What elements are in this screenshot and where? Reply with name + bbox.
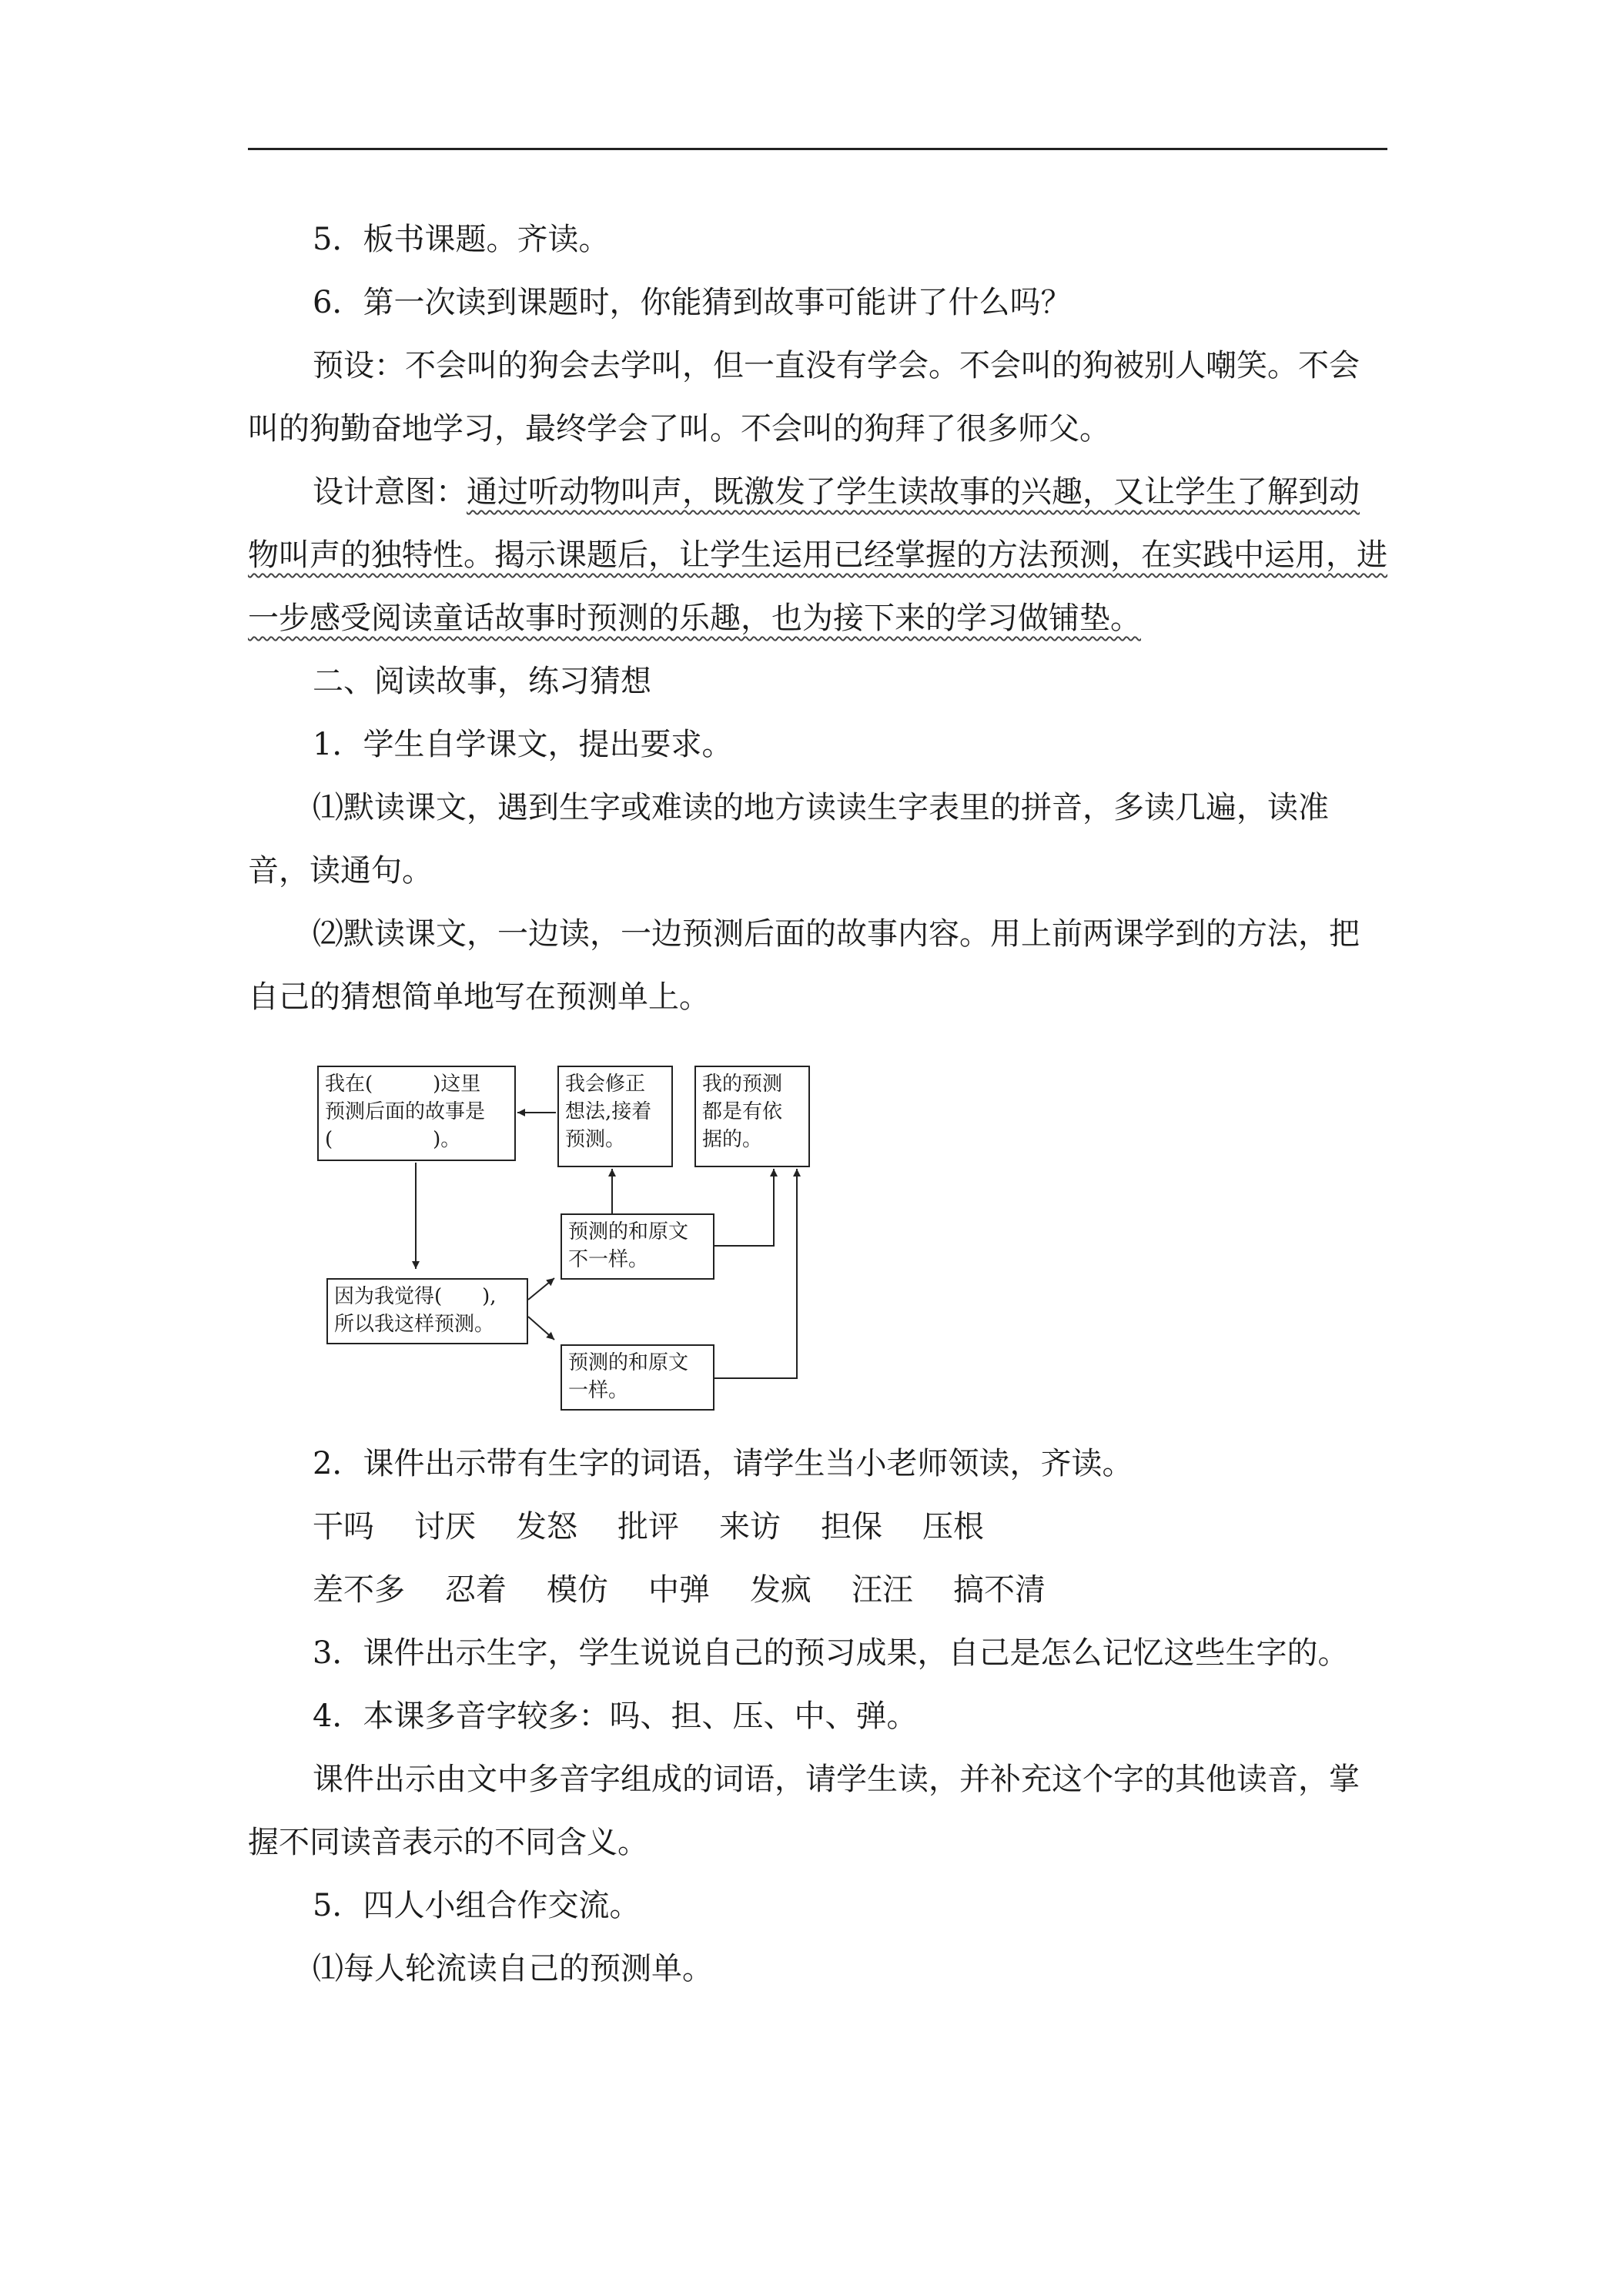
vocab-word: 批评: [617, 1509, 679, 1545]
vocab-word: 搞不清: [953, 1572, 1046, 1608]
paragraph-courseware-words: 2．课件出示带有生字的词语，请学生当小老师领读，齐读。: [313, 1446, 1133, 1481]
box-prediction-basis: 我的预测 都是有依 据的。: [694, 1066, 810, 1167]
vocab-word: 压根: [922, 1509, 984, 1545]
box-reason: 因为我觉得( ), 所以我这样预测。: [326, 1278, 528, 1344]
vocab-word: 忍着: [445, 1572, 507, 1608]
paragraph-first-reading: 6．第一次读到课题时，你能猜到故事可能讲了什么吗？: [313, 285, 1072, 320]
paragraph-silent-reading-1: ⑴默读课文，遇到生字或难读的地方读读生字表里的拼音，多读几遍，读准音，读通句。: [248, 790, 1329, 889]
paragraph-group-exchange: 5．四人小组合作交流。: [313, 1888, 641, 1923]
design-intent-body: 通过听动物叫声，既激发了学生读故事的兴趣，又让学生了解到动物叫声的独特性。揭示课题后，让学生运用已经掌握的方法预测，在实践中运用，进一步感受阅读童话故事时预测的乐趣，也为接下来的学习做铺垫。: [248, 474, 1387, 636]
vocab-word: 模仿: [547, 1572, 608, 1608]
vocab-word: 发疯: [750, 1572, 812, 1608]
vocab-word: 讨厌: [414, 1509, 476, 1545]
vocab-word: 来访: [719, 1509, 781, 1545]
paragraph-new-characters: 3．课件出示生字，学生说说自己的预习成果，自己是怎么记忆这些生字的。: [313, 1635, 1349, 1671]
vocab-word: 担保: [821, 1509, 882, 1545]
vocab-word: 中弹: [648, 1572, 710, 1608]
vocabulary-row-2: [313, 1558, 1086, 1622]
box-predict-here: 我在( )这里 预测后面的故事是 ( )。: [317, 1066, 516, 1161]
vocab-word: 干吗: [313, 1509, 374, 1545]
vocabulary-row-1: [313, 1495, 1024, 1558]
paragraph-silent-reading-2: ⑵默读课文，一边读，一边预测后面的故事内容。用上前两课学到的方法，把自己的猜想简单地写在预测单上。: [248, 916, 1360, 1015]
box-revise-idea: 我会修正 想法,接着 预测。: [557, 1066, 673, 1167]
box-different-from-original: 预测的和原文 不一样。: [561, 1213, 714, 1280]
vocab-word: 汪汪: [852, 1572, 913, 1608]
arrow-reason-to-same: [528, 1317, 554, 1340]
arrow-different-to-basis: [714, 1169, 774, 1246]
header-rule: [248, 148, 1387, 150]
paragraph-design-intent: [248, 460, 1387, 650]
arrow-same-to-basis: [714, 1169, 797, 1378]
paragraph-board-title: 5．板书课题。齐读。: [313, 222, 610, 257]
paragraph-read-prediction-sheet: ⑴每人轮流读自己的预测单。: [313, 1951, 713, 1986]
section-heading-reading: 二、阅读故事，练习猜想: [313, 664, 651, 699]
vocab-word: 差不多: [313, 1572, 405, 1608]
paragraph-preset: 预设：不会叫的狗会去学叫，但一直没有学会。不会叫的狗被别人嘲笑。不会叫的狗勤奋地学习，最终学会了叫。不会叫的狗拜了很多师父。: [248, 348, 1360, 447]
paragraph-polyphone-words: 课件出示由文中多音字组成的词语，请学生读，并补充这个字的其他读音，掌握不同读音表示的不同含义。: [248, 1762, 1360, 1860]
design-intent-label: 设计意图：: [313, 474, 467, 510]
arrow-reason-to-different: [528, 1278, 554, 1300]
box-same-as-original: 预测的和原文 一样。: [561, 1344, 714, 1411]
paragraph-self-study: 1．学生自学课文，提出要求。: [313, 727, 733, 762]
prediction-flow-diagram: [308, 1055, 816, 1409]
vocab-word: 发怒: [516, 1509, 577, 1545]
paragraph-polyphones: 4．本课多音字较多：吗、担、压、中、弹。: [313, 1699, 918, 1734]
